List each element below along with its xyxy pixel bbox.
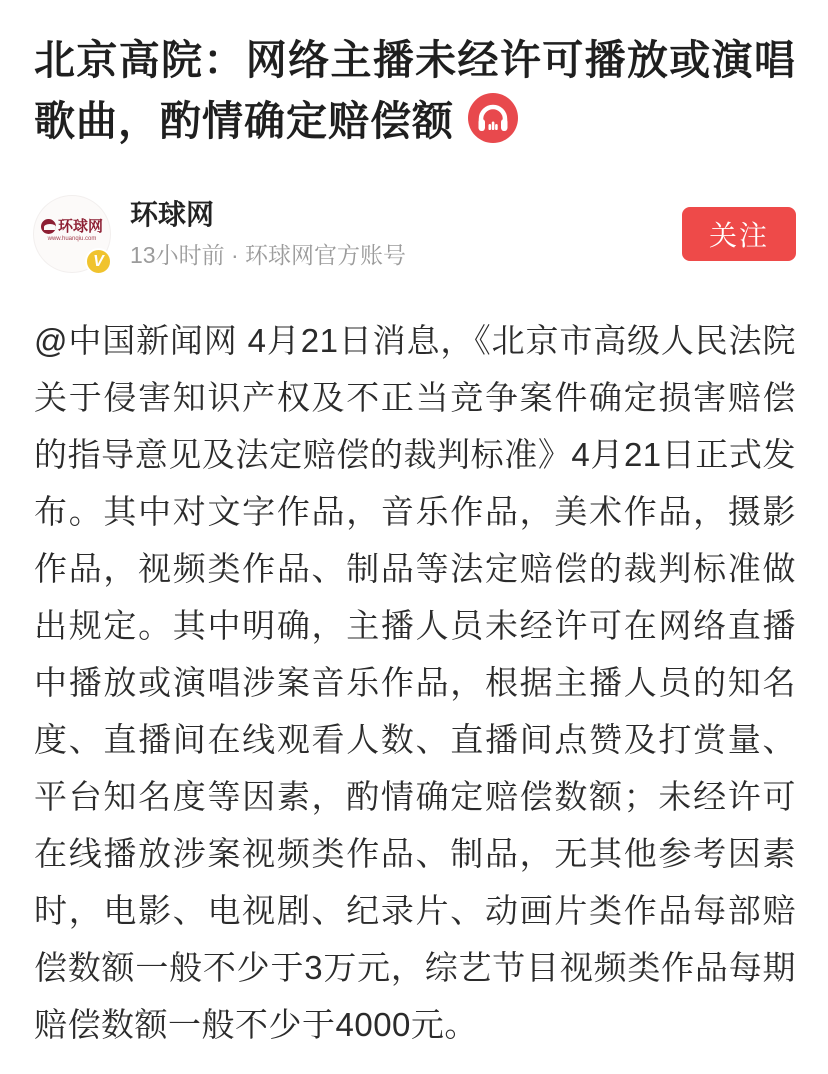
publisher-name[interactable]: 环球网 — [130, 199, 215, 231]
headphones-listen-icon[interactable] — [468, 93, 518, 143]
headphones-icon — [468, 93, 518, 143]
publisher-info — [130, 198, 682, 269]
globe-logo-icon — [41, 219, 56, 234]
publisher-meta: 13小时前 · 环球网官方账号 — [130, 242, 407, 268]
publisher-logo — [41, 219, 103, 242]
verified-badge: V — [85, 248, 112, 275]
follow-button[interactable]: 关注 — [682, 207, 796, 261]
article-title — [34, 30, 796, 152]
avatar-logo-text: 环球网 — [57, 217, 103, 235]
publisher-avatar[interactable] — [34, 196, 110, 272]
article-title-text: 北京高院：网络主播未经许可播放或演唱歌曲，酌情确定赔偿额 — [34, 37, 796, 144]
avatar-logo-subtext: www.huanqiu.com — [47, 235, 97, 242]
article-body: @中国新闻网 4月21日消息，《北京市高级人民法院关于侵害知识产权及不正当竞争案件确定损害赔偿的指导意见及法定赔偿的裁判标准》4月21日正式发布。其中对文字作品，音乐作品，美术作品，摄影作品，视频类作品、制品等法定赔偿的裁判标准做出规定。其中明确，主播人员未经许可在网络直播中播放或演唱涉案音乐作品，根据主播人员的知名度、直播间在线观看人数、直播间点赞及打赏量、平台知名度等因素，酌情确定赔偿数额；未经许可在线播放涉案视频类作品、制品，无其他参考因素时，电影、电视剧、纪录片、动画片类作品每部赔偿数额一般不少于3万元，综艺节目视频类作品每期赔偿数额一般不少于4000元。 — [34, 322, 796, 1043]
publisher-row — [34, 196, 796, 272]
